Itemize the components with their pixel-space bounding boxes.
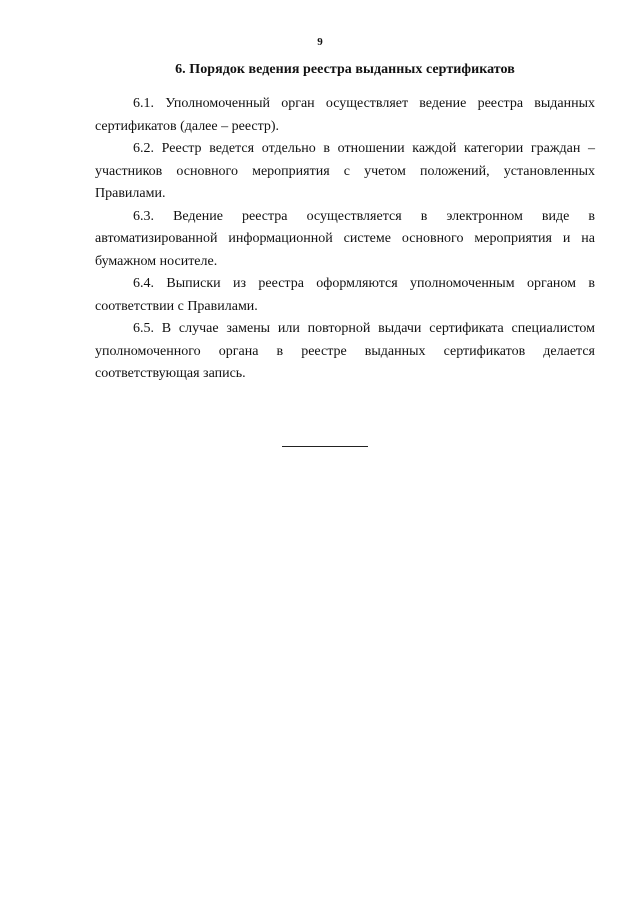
paragraph-6-4: 6.4. Выписки из реестра оформляются уполномоченным органом в соответствии с Правилами. — [95, 276, 595, 314]
paragraph-6-3: 6.3. Ведение реестра осуществляется в электронном виде в автоматизированной информационной системе основного мероприятия и на бумажном носителе. — [95, 208, 595, 269]
paragraph-6-2: 6.2. Реестр ведется отдельно в отношении каждой категории граждан – участников основного мероприятия с учетом положений, установленных Правилами. — [95, 141, 595, 201]
end-separator-line — [282, 446, 368, 447]
section-title: 6. Порядок ведения реестра выданных сертификатов — [175, 62, 515, 77]
paragraph-6-5: 6.5. В случае замены или повторной выдачи сертификата специалистом уполномоченного органа в реестре выданных сертификатов делается соответствующая запись. — [95, 321, 595, 381]
section-body — [95, 93, 595, 386]
paragraph-6-1: 6.1. Уполномоченный орган осуществляет ведение реестра выданных сертификатов (далее – реестр). — [95, 96, 595, 134]
page-number: 9 — [317, 36, 323, 48]
